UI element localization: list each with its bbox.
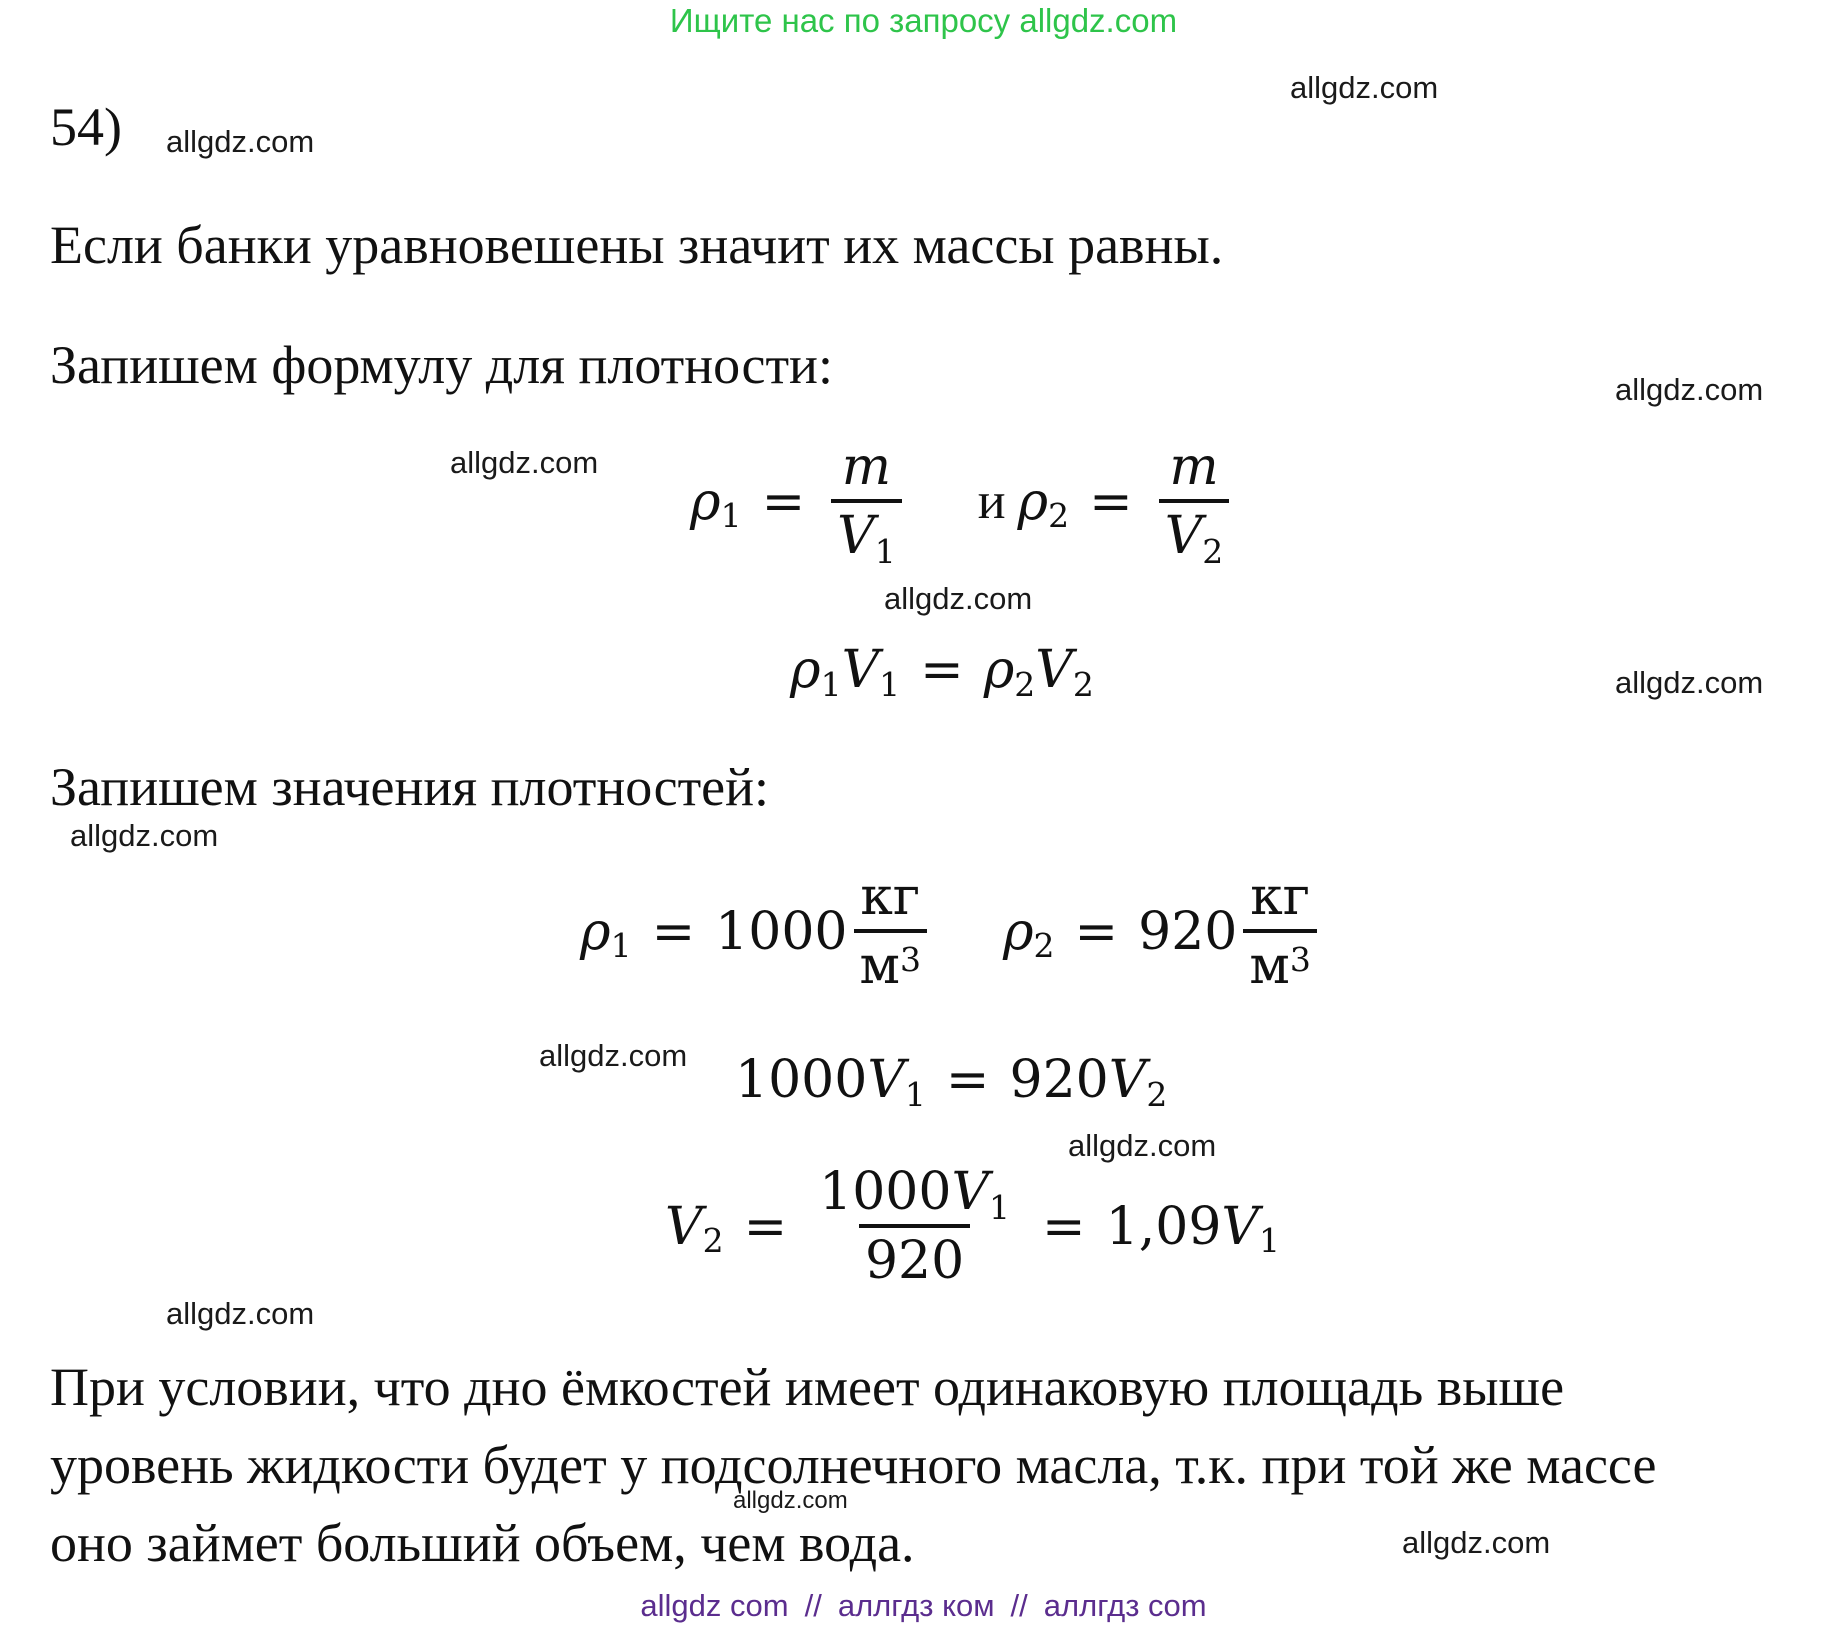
unit-kg-m3: $\frac{кг}{м^3}$: [854, 870, 927, 993]
footer-link-3[interactable]: аллгдз com: [1043, 1588, 1207, 1623]
fraction-m-v2: $\frac{m}{V2}$: [1159, 440, 1230, 563]
fraction-1000v1-920: $\frac{1000V1}{920}$: [819, 1162, 1011, 1291]
unit-kg-m3: $\frac{кг}{м^3}$: [1243, 870, 1316, 993]
equation-density-formulas: ρ 1 = $\frac{m}{V1}$ и ρ 2 = $\frac{m}{V2}$: [690, 440, 1235, 563]
footer-links: allgdz com // аллгдз ком // аллгдз com: [640, 1588, 1207, 1623]
watermark: allgdz.com: [1402, 1525, 1551, 1560]
paragraph-2: Запишем формулу для плотности:: [50, 335, 833, 395]
paragraph-conclusion: При условии, что дно ёмкостей имеет одинаковую площадь выше уровень жидкости будет у подсолнечного масла, т.к. при той же массе оно займет больший объем, чем вода.: [50, 1357, 1657, 1573]
equation-density-values: ρ 1 = 1000 $\frac{кг}{м^3}$ ρ 2 = 920 $\frac{кг}{м^3}$: [580, 870, 1323, 993]
equation-substituted: 1000 V 1 = 920 V 2: [735, 1050, 1168, 1114]
result-coefficient: 1,09: [1105, 1196, 1222, 1257]
watermark: allgdz.com: [539, 1038, 688, 1073]
watermark: allgdz.com: [166, 124, 315, 159]
rho-symbol: ρ: [690, 471, 721, 532]
watermark: allgdz.com: [166, 1296, 315, 1331]
problem-number: 54): [50, 97, 122, 157]
watermark: allgdz.com: [1615, 372, 1764, 407]
fraction-m-v1: $\frac{m}{V1}$: [831, 440, 902, 563]
watermark: allgdz.com: [884, 581, 1033, 616]
equation-mass-equality: ρ 1 V 1 = ρ 2 V 2: [790, 640, 1094, 704]
watermark: allgdz.com: [1615, 665, 1764, 700]
watermark: allgdz.com: [733, 1487, 848, 1514]
conjunction: и: [977, 473, 1006, 531]
header-banner[interactable]: Ищите нас по запросу allgdz.com: [669, 2, 1178, 39]
equation-volume-result: V 2 = $\frac{1000V1}{920}$ = 1,09 V 1: [665, 1162, 1280, 1291]
water-density-value: 1000: [715, 901, 848, 962]
oil-density-value: 920: [1138, 901, 1238, 962]
watermark: allgdz.com: [1068, 1128, 1217, 1163]
paragraph-3: Запишем значения плотностей:: [50, 757, 770, 817]
paragraph-1: Если банки уравновешены значит их массы равны.: [50, 215, 1224, 275]
footer-link-2[interactable]: аллгдз ком: [837, 1588, 995, 1623]
watermark: allgdz.com: [1290, 70, 1439, 105]
footer-link-1[interactable]: allgdz com: [640, 1588, 789, 1623]
watermark: allgdz.com: [70, 818, 219, 853]
watermark: allgdz.com: [450, 445, 599, 480]
